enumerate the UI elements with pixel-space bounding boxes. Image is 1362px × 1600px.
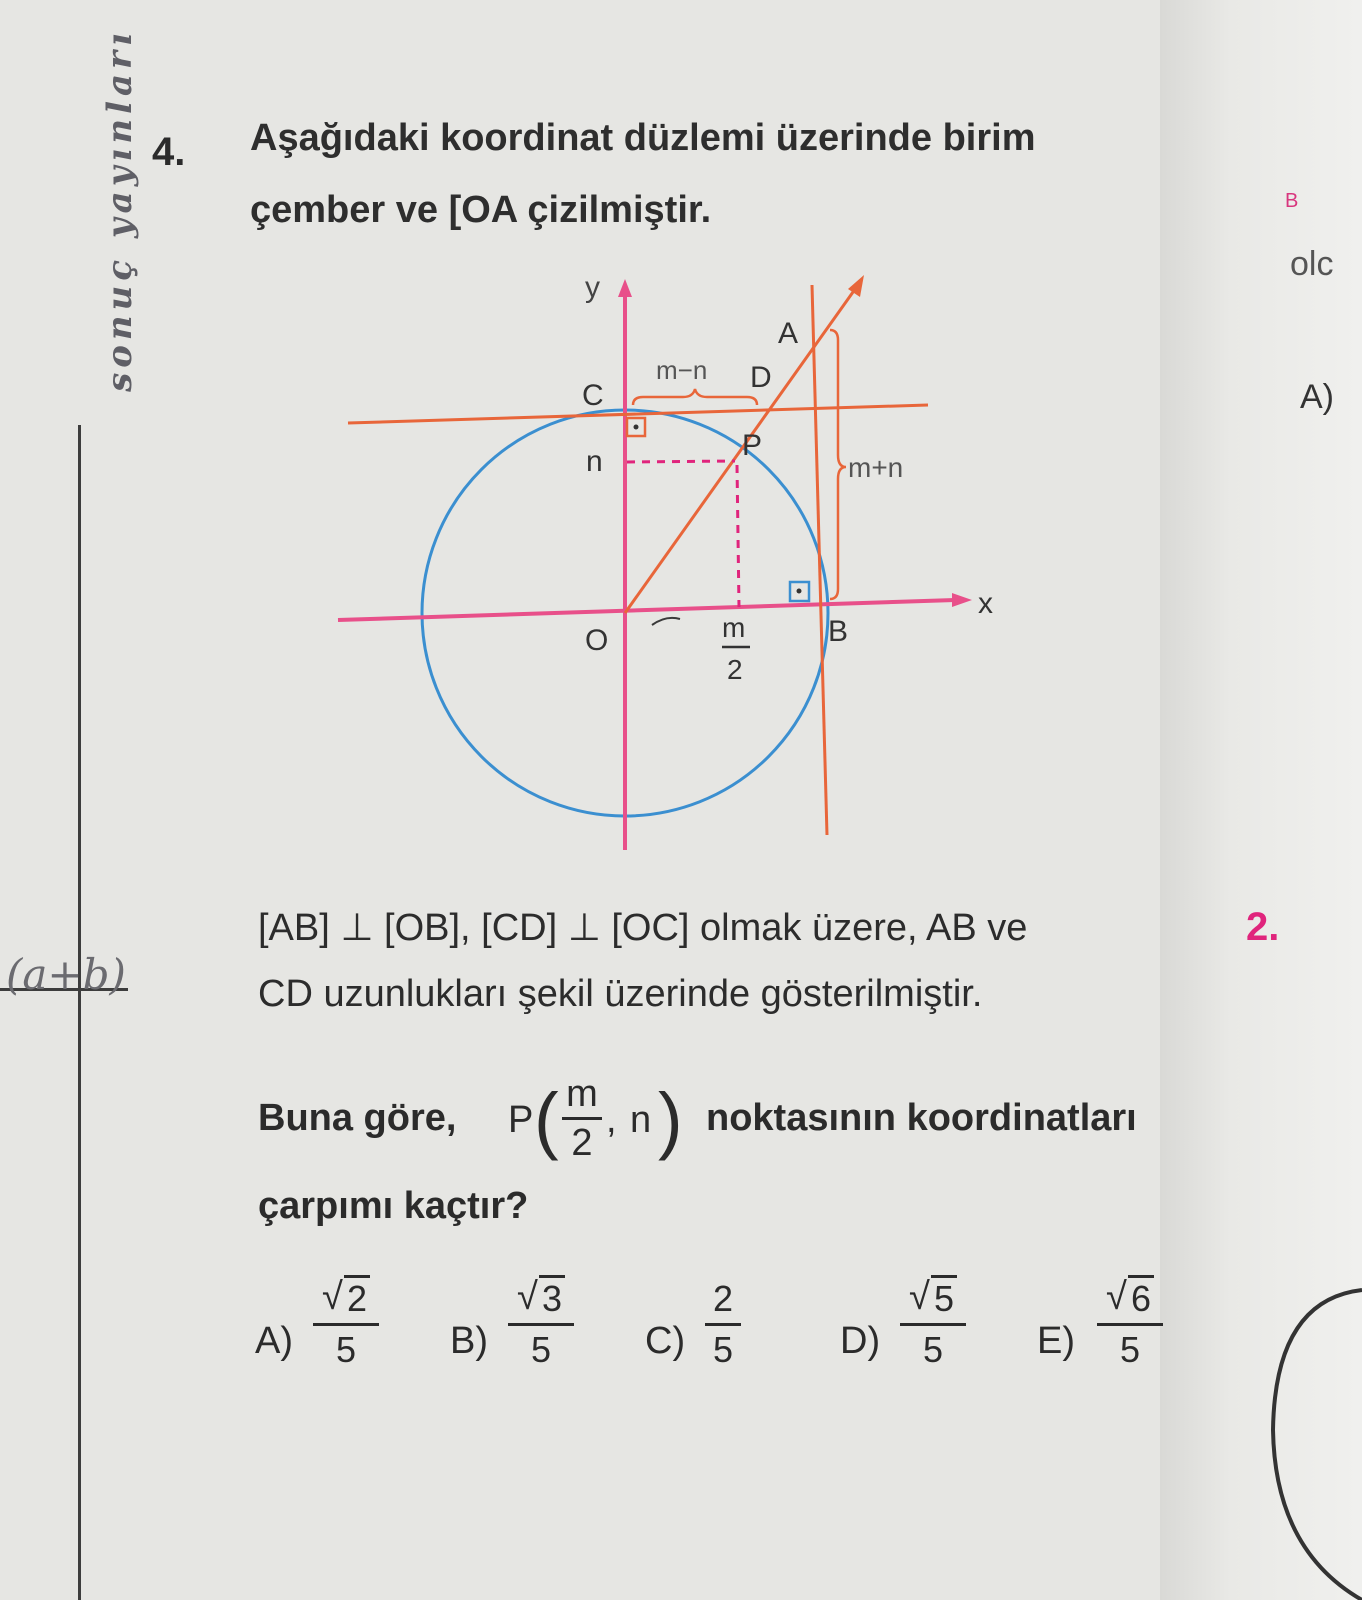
dashed-vertical-m-half (737, 465, 739, 607)
choice-c-label: C) (645, 1320, 686, 1362)
point-y: n (630, 1099, 652, 1141)
choice-d-den: 5 (922, 1329, 944, 1370)
choice-c-den: 5 (712, 1329, 734, 1370)
question-title (250, 102, 1130, 246)
tangent-line-b (812, 285, 827, 835)
question-ask (258, 1065, 1218, 1175)
choice-a-fraction: √ 2 5 (313, 1277, 379, 1372)
question-title-line1: Aşağıdaki koordinat düzlemi üzerinde birim (250, 117, 1036, 159)
x-axis (338, 600, 955, 620)
next-page-circle-arc (1255, 1280, 1362, 1600)
x-axis-arrow (952, 593, 972, 607)
choice-a-den: 5 (335, 1329, 357, 1370)
label-m-half-num: m (722, 612, 746, 643)
label-c: C (582, 379, 604, 412)
brace-m-minus-n (633, 389, 757, 405)
choice-d-radicand: 5 (931, 1275, 957, 1319)
unit-circle-figure (330, 255, 993, 875)
point-x-bar (562, 1117, 602, 1120)
choice-a-label: A) (255, 1320, 293, 1362)
label-m-minus-n: m−n (656, 355, 708, 385)
choice-b-radicand: 3 (539, 1275, 565, 1319)
label-y-axis: y (585, 271, 600, 304)
choice-c-num: 2 (712, 1278, 734, 1319)
choice-d-fraction: √ 5 5 (900, 1277, 966, 1372)
choice-e-den: 5 (1119, 1329, 1141, 1370)
point-p-coordinates (508, 1065, 698, 1175)
condition-line1: [AB] ⊥ [OB], [CD] ⊥ [OC] olmak üzere, AB ve (258, 907, 1028, 949)
point-x-num: m (566, 1073, 598, 1115)
label-x-axis: x (978, 587, 993, 620)
choice-e-fraction: √ 6 5 (1097, 1277, 1163, 1372)
ask-suffix: noktasının koordinatları (706, 1097, 1137, 1139)
choice-b-fraction: √ 3 5 (508, 1277, 574, 1372)
condition-text (258, 895, 1198, 1027)
choice-a[interactable] (255, 1275, 385, 1395)
next-question-number: 2. (1246, 905, 1280, 949)
question-ask-line2: çarpımı kaçtır? (258, 1185, 529, 1227)
label-d: D (750, 361, 772, 394)
right-angle-dot-b (797, 589, 802, 594)
handwritten-note: (a+b) (6, 950, 126, 999)
publisher-brand: sonuç yayınları (100, 28, 140, 392)
question-number: 4. (152, 130, 186, 174)
right-angle-dot-c (634, 425, 639, 430)
choice-e[interactable] (1037, 1275, 1167, 1395)
next-page-label: B (1285, 190, 1299, 212)
open-paren: ( (534, 1078, 559, 1161)
label-p: P (742, 429, 763, 462)
label-a: A (778, 317, 799, 350)
choice-c[interactable] (645, 1275, 765, 1395)
angle-arc-o (652, 618, 680, 625)
point-x-fraction (562, 1073, 602, 1164)
margin-divider-vertical (78, 425, 81, 1600)
ask-prefix: Buna göre, (258, 1097, 457, 1139)
choice-e-label: E) (1037, 1320, 1075, 1362)
choice-d[interactable] (840, 1275, 970, 1395)
close-paren: ) (658, 1078, 683, 1161)
coord-comma: , (606, 1099, 617, 1141)
tangent-line-c (348, 405, 928, 423)
label-m-half-den: 2 (727, 654, 743, 685)
next-page-answer: A) (1300, 378, 1334, 416)
y-axis-arrow (618, 279, 632, 297)
question-title-line2: çember ve [OA çizilmiştir. (250, 189, 712, 231)
point-name: P (508, 1099, 534, 1141)
label-o: O (585, 624, 609, 657)
choice-c-fraction (705, 1277, 741, 1372)
label-b: B (828, 615, 849, 648)
dashed-horizontal-n (627, 461, 735, 462)
choice-b[interactable] (450, 1275, 580, 1395)
choice-d-label: D) (840, 1320, 881, 1362)
choice-e-radicand: 6 (1128, 1275, 1154, 1319)
brace-m-plus-n (830, 330, 846, 599)
choice-b-den: 5 (530, 1329, 552, 1370)
label-m-plus-n: m+n (848, 452, 904, 483)
choice-b-label: B) (450, 1320, 488, 1362)
condition-line2: CD uzunlukları şekil üzerinde gösterilmiştir. (258, 973, 983, 1015)
label-n: n (586, 445, 603, 478)
point-x-den: 2 (571, 1122, 593, 1164)
next-page-text: olc (1290, 245, 1334, 283)
choice-a-radicand: 2 (344, 1275, 370, 1319)
answer-choices (255, 1275, 1215, 1395)
